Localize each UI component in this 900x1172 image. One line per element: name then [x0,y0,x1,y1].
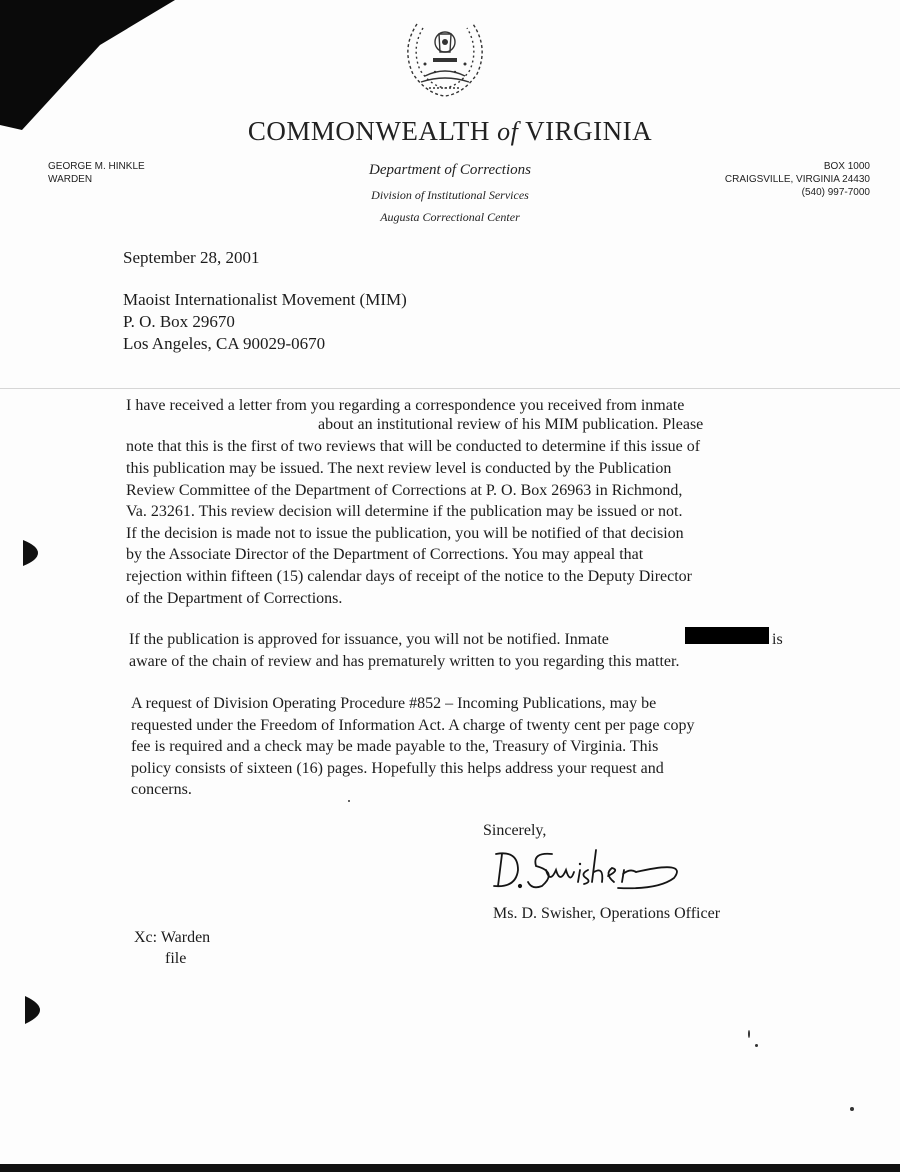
paragraph-line: note that this is the first of two reviews that will be conducted to determine if this issue of [126,438,701,455]
virginia-seal-icon [395,18,495,100]
phone-number: (540) 997-7000 [801,187,870,198]
paragraph-line: requested under the Freedom of Information Act. A charge of twenty cent per page copy [131,717,695,734]
closing-sincerely: Sincerely, [483,822,547,839]
recipient-city: Los Angeles, CA 90029-0670 [123,334,326,353]
letter-date: September 28, 2001 [123,248,260,267]
paragraph-line: by the Associate Director of the Department of Corrections. You may appeal that [126,546,644,563]
scan-speck [755,1044,758,1047]
paragraph-line: If the publication is approved for issuance, you will not be notified. Inmate [129,631,609,648]
paragraph-line: I have received a letter from you regarding a correspondence you received from inmate [126,397,685,414]
xc-file: file [165,950,187,967]
scan-speck [348,800,350,802]
warden-name: GEORGE M. HINKLE [48,161,145,172]
scan-speck [850,1107,854,1111]
paragraph-line: fee is required and a check may be made payable to the, Treasury of Virginia. This [131,738,659,755]
recipient-po-box: P. O. Box 29670 [123,312,235,331]
center-name: Augusta Correctional Center [380,210,520,224]
division-name: Division of Institutional Services [371,188,529,202]
paragraph-line: is [772,631,783,648]
paragraph-line: rejection within fifteen (15) calendar days of receipt of the notice to the Deputy Director [126,568,692,585]
punch-hole-mark [20,538,40,568]
paragraph-line: this publication may be issued. The next review level is conducted by the Publication [126,460,672,477]
signer-name: Ms. D. Swisher, Operations Officer [493,905,721,922]
paragraph-line: policy consists of sixteen (16) pages. Hopefully this helps address your request and [131,760,664,777]
letterhead-title: COMMONWEALTH of VIRGINIA [247,116,653,146]
scan-bottom-edge [0,1164,900,1172]
box-number: BOX 1000 [823,161,870,172]
punch-hole-mark [22,994,42,1026]
paragraph-line: of the Department of Corrections. [126,590,343,607]
paragraph-line: Va. 23261. This review decision will determine if the publication may be issued or not. [126,503,683,520]
fold-line [0,388,900,389]
paragraph-line: If the decision is made not to issue the publication, you will be notified of that decision [126,525,684,542]
warden-title: WARDEN [48,174,93,185]
scan-speck [748,1030,750,1038]
xc-label: Xc: Warden [134,929,211,946]
paragraph-line: A request of Division Operating Procedure #852 – Incoming Publications, may be [131,695,657,712]
redaction-bar [685,627,769,644]
paragraph-line: about an institutional review of his MIM publication. Please [318,416,704,433]
department-name: Department of Corrections [369,162,531,178]
paragraph-line: Review Committee of the Department of Corrections at P. O. Box 26963 in Richmond, [126,482,683,499]
paragraph-line: aware of the chain of review and has prematurely written to you regarding this matter. [129,653,680,670]
city-state-zip: CRAIGSVILLE, VIRGINIA 24430 [724,174,870,185]
paragraph-line: concerns. [131,781,192,798]
recipient-name: Maoist Internationalist Movement (MIM) [123,290,407,309]
handwritten-signature [488,840,688,900]
